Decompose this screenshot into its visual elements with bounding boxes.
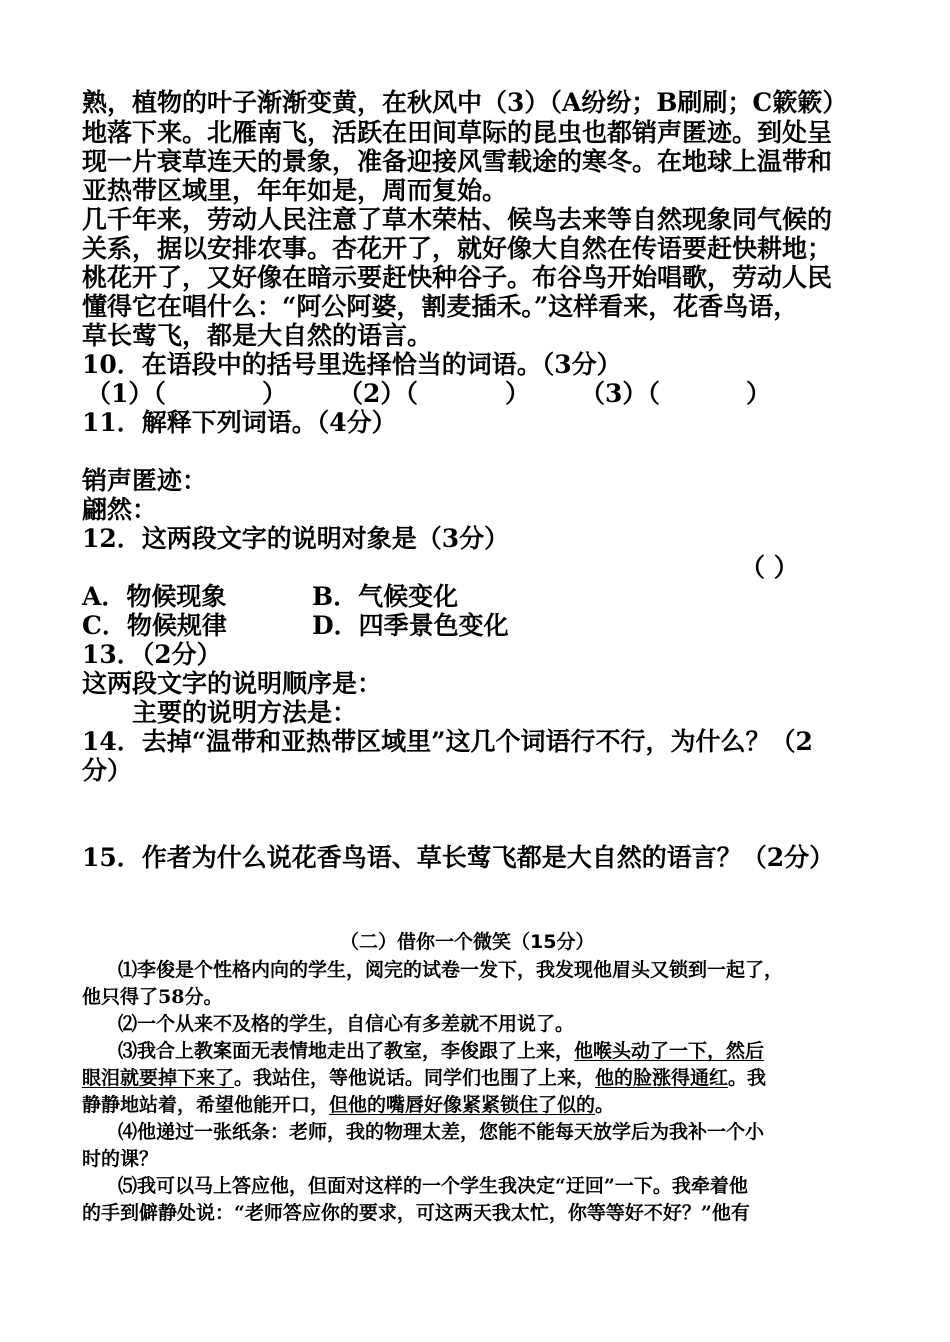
s2-p3-underlined-throat: 他喉头动了一下，然后	[574, 1040, 765, 1062]
s2-p2-line-1: ⑵一个从来不及格的学生，自信心有多差就不用说了。	[118, 1013, 575, 1035]
q10-blank-2-close: ）	[505, 379, 531, 408]
q12-option-d: D．四季景色变化	[312, 611, 509, 640]
s2-p3-line-3	[82, 1093, 614, 1117]
passage-line-2: 地落下来。北雁南飞，活跃在田间草际的昆虫也都销声匿迹。到处呈	[82, 118, 833, 147]
s2-p3-line-2	[82, 1066, 766, 1090]
q12-option-c: C．物候规律	[82, 611, 227, 640]
passage-line-9: 草长莺飞，都是大自然的语言。	[82, 321, 433, 350]
s2-p1-line-1: ⑴李俊是个性格内向的学生，阅完的试卷一发下，我发现他眉头又锁到一起了，	[118, 959, 784, 981]
s2-p3-underlined-tears: 眼泪就要掉下来了	[82, 1067, 235, 1089]
passage-line-8: 懂得它在唱什么：“阿公阿婆，割麦插禾。”这样看来，花香鸟语，	[82, 292, 799, 321]
passage-line-7: 桃花开了，又好像在暗示要赶快种谷子。布谷鸟开始唱歌，劳动人民	[82, 263, 833, 292]
s2-p5-line-1: ⑸我可以马上答应他，但面对这样的一个学生我决定“迂回”一下。我牵着他	[118, 1175, 748, 1197]
section-2-title: （二）借你一个微笑（15分）	[340, 931, 595, 953]
s2-p3-underlined-face: 他的脸涨得通红	[595, 1067, 729, 1089]
q11-term-2: 翩然：	[82, 495, 158, 524]
question-14-line-2: 分）	[82, 756, 133, 785]
passage-line-1: 熟，植物的叶子渐渐变黄，在秋风中（3）（A纷纷；B刷刷；C簌簌）	[82, 88, 848, 117]
s2-p3-underlined-lips: 但他的嘴唇好像紧紧锁住了似的	[329, 1094, 596, 1116]
q12-answer-paren: （ ）	[740, 553, 799, 582]
s2-p3-text: 。我站住，等他说话。同学们也围了上来，	[234, 1067, 596, 1089]
s2-p1-line-2: 他只得了58分。	[82, 986, 223, 1008]
passage-line-5: 几千年来，劳动人民注意了草木荣枯、候鸟去来等自然现象同气候的	[82, 205, 833, 234]
q12-option-a: A．物候现象	[82, 582, 227, 611]
q12-option-b: B．气候变化	[312, 582, 459, 611]
q10-blank-1-close: ）	[262, 379, 288, 408]
q10-blank-1-open: （1）（	[86, 379, 166, 408]
s2-p3-text: 静静地站着，希望他能开口，	[82, 1094, 330, 1116]
q13-order: 这两段文字的说明顺序是：	[82, 669, 383, 698]
s2-p4-line-2: 时的课？	[82, 1148, 159, 1170]
question-15: 15．作者为什么说花香鸟语、草长莺飞都是大自然的语言？（2分）	[82, 843, 835, 872]
s2-p5-line-2: 的手到僻静处说：“老师答应你的要求，可这两天我太忙，你等等好不好？”他有	[82, 1202, 750, 1224]
s2-p3-text: ⑶我合上教案面无表情地走出了教室，李俊跟了上来，	[118, 1040, 575, 1062]
question-12: 12．这两段文字的说明对象是（3分）	[82, 524, 510, 553]
q11-term-1: 销声匿迹：	[82, 466, 208, 495]
q10-blank-3-open: （3）（	[580, 379, 660, 408]
s2-p4-line-1: ⑷他递过一张纸条：老师，我的物理太差，您能不能每天放学后为我补一个小	[118, 1121, 765, 1143]
q10-blank-2-open: （2）（	[338, 379, 418, 408]
question-11: 11．解释下列词语。（4分）	[82, 408, 397, 437]
s2-p3-text: 。	[595, 1094, 615, 1116]
passage-line-4: 亚热带区域里，年年如是，周而复始。	[82, 176, 508, 205]
question-10: 10．在语段中的括号里选择恰当的词语。（3分）	[82, 350, 622, 379]
question-14-line-1: 14．去掉“温带和亚热带区域里”这几个词语行不行，为什么？（2	[82, 727, 813, 756]
q13-method: 主要的说明方法是：	[132, 698, 358, 727]
question-13: 13．（2分）	[82, 640, 222, 669]
s2-p3-line-1	[118, 1039, 764, 1063]
s2-p3-text: 。我	[728, 1067, 767, 1089]
q10-blank-3-close: ）	[746, 379, 772, 408]
passage-line-6: 关系，据以安排农事。杏花开了，就好像大自然在传语要赶快耕地；	[82, 234, 833, 263]
passage-line-3: 现一片衰草连天的景象，准备迎接风雪载途的寒冬。在地球上温带和	[82, 147, 833, 176]
